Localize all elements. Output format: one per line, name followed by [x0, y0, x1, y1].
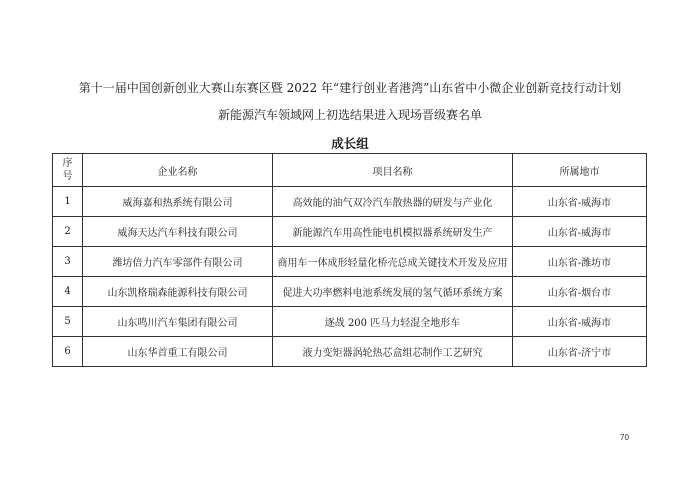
row-project: 新能源汽车用高性能电机模拟器系统研发生产 — [273, 217, 513, 247]
row-company: 威海嘉和热系统有限公司 — [83, 187, 273, 217]
seq-header-bottom: 号 — [62, 171, 73, 182]
row-location: 山东省-烟台市 — [513, 277, 647, 307]
row-location: 山东省-威海市 — [513, 217, 647, 247]
row-seq: 1 — [53, 187, 83, 217]
row-company: 山东凯格瑞森能源科技有限公司 — [83, 277, 273, 307]
column-header-seq — [53, 154, 83, 187]
row-company: 潍坊倍力汽车零部件有限公司 — [83, 247, 273, 277]
table-row — [53, 277, 647, 307]
row-seq: 4 — [53, 277, 83, 307]
row-seq: 3 — [53, 247, 83, 277]
row-location: 山东省-威海市 — [513, 187, 647, 217]
row-location: 山东省-潍坊市 — [513, 247, 647, 277]
table-row — [53, 307, 647, 337]
column-header-company: 企业名称 — [83, 154, 273, 187]
table-header-row — [53, 154, 647, 187]
row-company: 山东鸣川汽车集团有限公司 — [83, 307, 273, 337]
row-company: 威海天达汽车科技有限公司 — [83, 217, 273, 247]
table-row — [53, 187, 647, 217]
row-location: 山东省-济宁市 — [513, 337, 647, 367]
table-row — [53, 337, 647, 367]
row-seq: 5 — [53, 307, 83, 337]
document-title: 第十一届中国创新创业大赛山东赛区暨 2022 年“建行创业者港湾”山东省中小微企业创新竞技行动计划 — [78, 81, 622, 95]
row-seq: 6 — [53, 337, 83, 367]
column-header-location: 所属地市 — [513, 154, 647, 187]
row-project: 逐战 200 匹马力轻混全地形车 — [273, 307, 513, 337]
group-title: 成长组 — [331, 136, 369, 151]
table-row — [53, 217, 647, 247]
row-project: 促进大功率燃料电池系统发展的氢气循环系统方案 — [273, 277, 513, 307]
row-project: 液力变矩器涡轮热芯盒组芯制作工艺研究 — [273, 337, 513, 367]
row-location: 山东省-威海市 — [513, 307, 647, 337]
column-header-project: 项目名称 — [273, 154, 513, 187]
results-table — [52, 153, 647, 367]
page-number: 70 — [620, 433, 629, 442]
row-seq: 2 — [53, 217, 83, 247]
row-project: 商用车一体成形轻量化桥壳总成关键技术开发及应用 — [273, 247, 513, 277]
table-row — [53, 247, 647, 277]
document-subtitle: 新能源汽车领域网上初选结果进入现场晋级赛名单 — [217, 108, 482, 122]
row-company: 山东华首重工有限公司 — [83, 337, 273, 367]
seq-header-top: 序 — [62, 158, 73, 169]
row-project: 高效能的油气双冷汽车散热器的研发与产业化 — [273, 187, 513, 217]
